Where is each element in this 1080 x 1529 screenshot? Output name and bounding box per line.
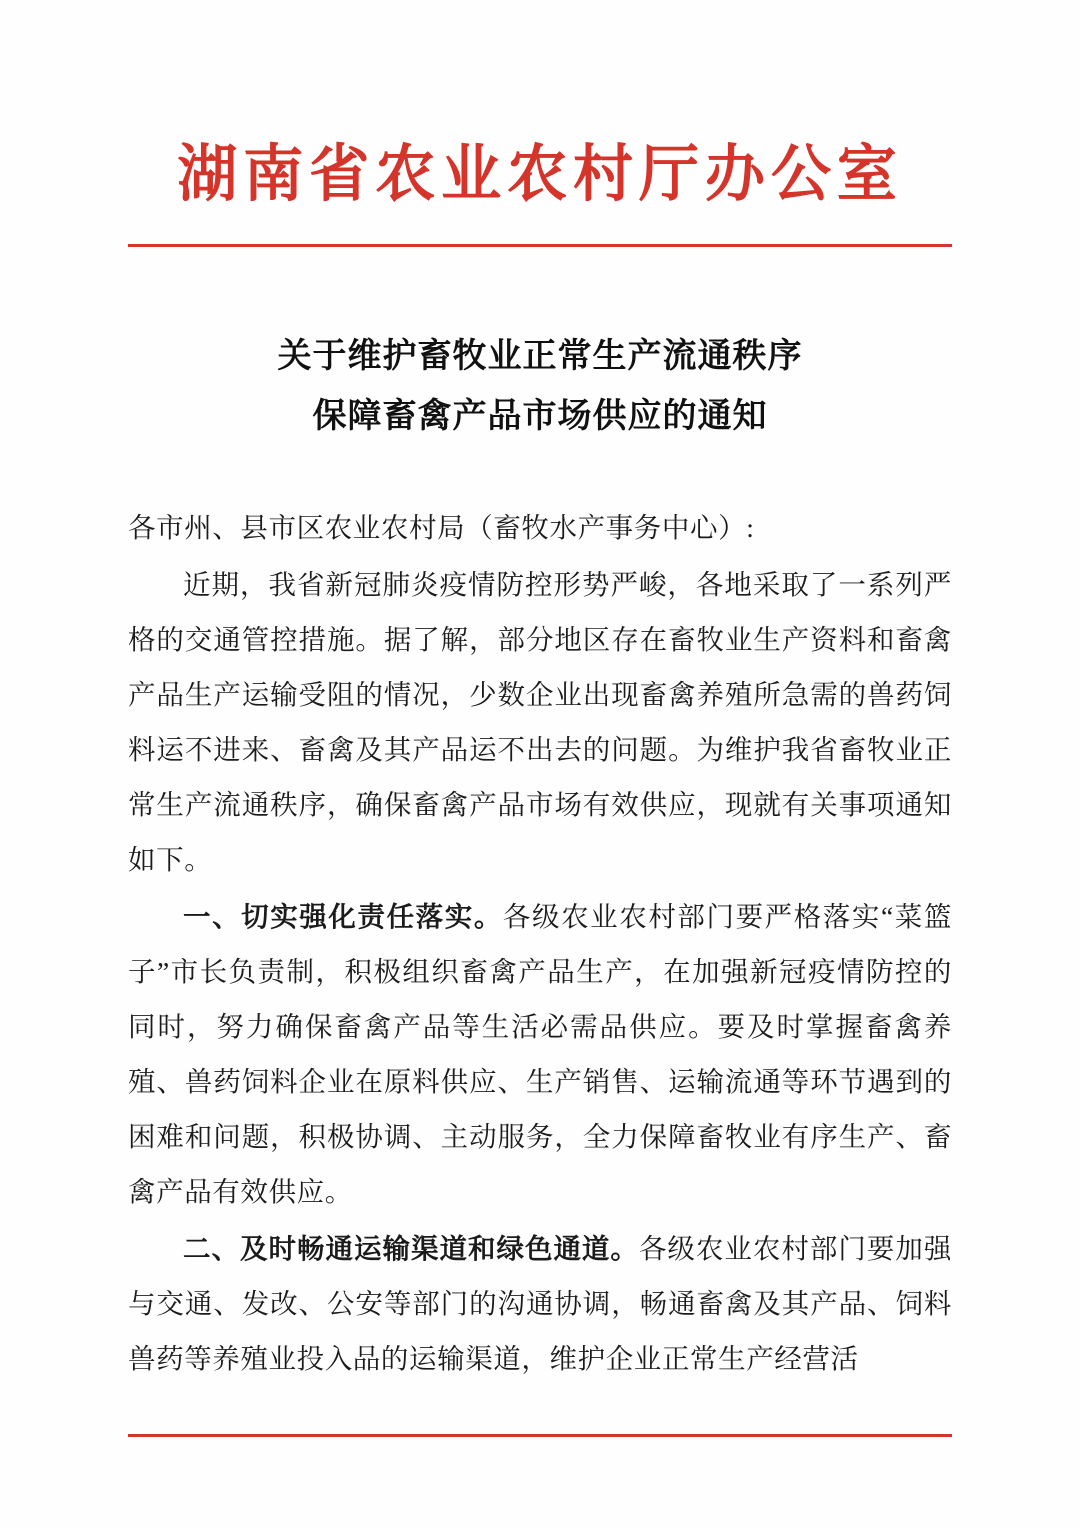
paragraph-item-two-text: 各级农业农村部门要加强与交通、发改、公安等部门的沟通协调，畅通畜禽及其产品、饲料兽药等养殖业投入品的运输渠道，维护企业正常生产经营活	[128, 1233, 952, 1375]
letterhead	[128, 0, 952, 247]
paragraph-item-one	[128, 889, 952, 1219]
paragraph-item-two	[128, 1221, 952, 1386]
letterhead-divider	[128, 244, 952, 247]
letterhead-organization: 湖南省农业农村厅办公室	[177, 137, 903, 210]
document-title-line-1: 关于维护畜牧业正常生产流通秩序	[277, 336, 803, 377]
paragraph-preamble: 近期，我省新冠肺炎疫情防控形势严峻，各地采取了一系列严格的交通管控措施。据了解，部分地区存在畜牧业生产资料和畜禽产品生产运输受阻的情况，少数企业出现畜禽养殖所急需的兽药饲料运不进来、畜禽及其产品运不出去的问题。为维护我省畜牧业正常生产流通秩序，确保畜禽产品市场有效供应，现就有关事项通知如下。	[128, 569, 952, 876]
document-title-line-2: 保障畜禽产品市场供应的通知	[312, 395, 768, 436]
paragraph-item-one-text: 各级农业农村部门要严格落实“菜篮子”市长负责制，积极组织畜禽产品生产，在加强新冠疫情防控的同时，努力确保畜禽产品等生活必需品供应。要及时掌握畜禽养殖、兽药饲料企业在原料供应、生产销售、运输流通等环节遇到的困难和问题，积极协调、主动服务，全力保障畜牧业有序生产、畜禽产品有效供应。	[128, 901, 952, 1208]
footer-divider	[128, 1434, 952, 1437]
paragraph-item-one-lead: 一、切实强化责任落实。	[183, 901, 503, 933]
document-body	[128, 500, 952, 1386]
document-title	[128, 327, 952, 446]
recipient-line: 各市州、县市区农业农村局（畜牧水产事务中心）:	[128, 512, 755, 544]
paragraph-item-two-lead: 二、及时畅通运输渠道和绿色通道。	[183, 1233, 639, 1265]
